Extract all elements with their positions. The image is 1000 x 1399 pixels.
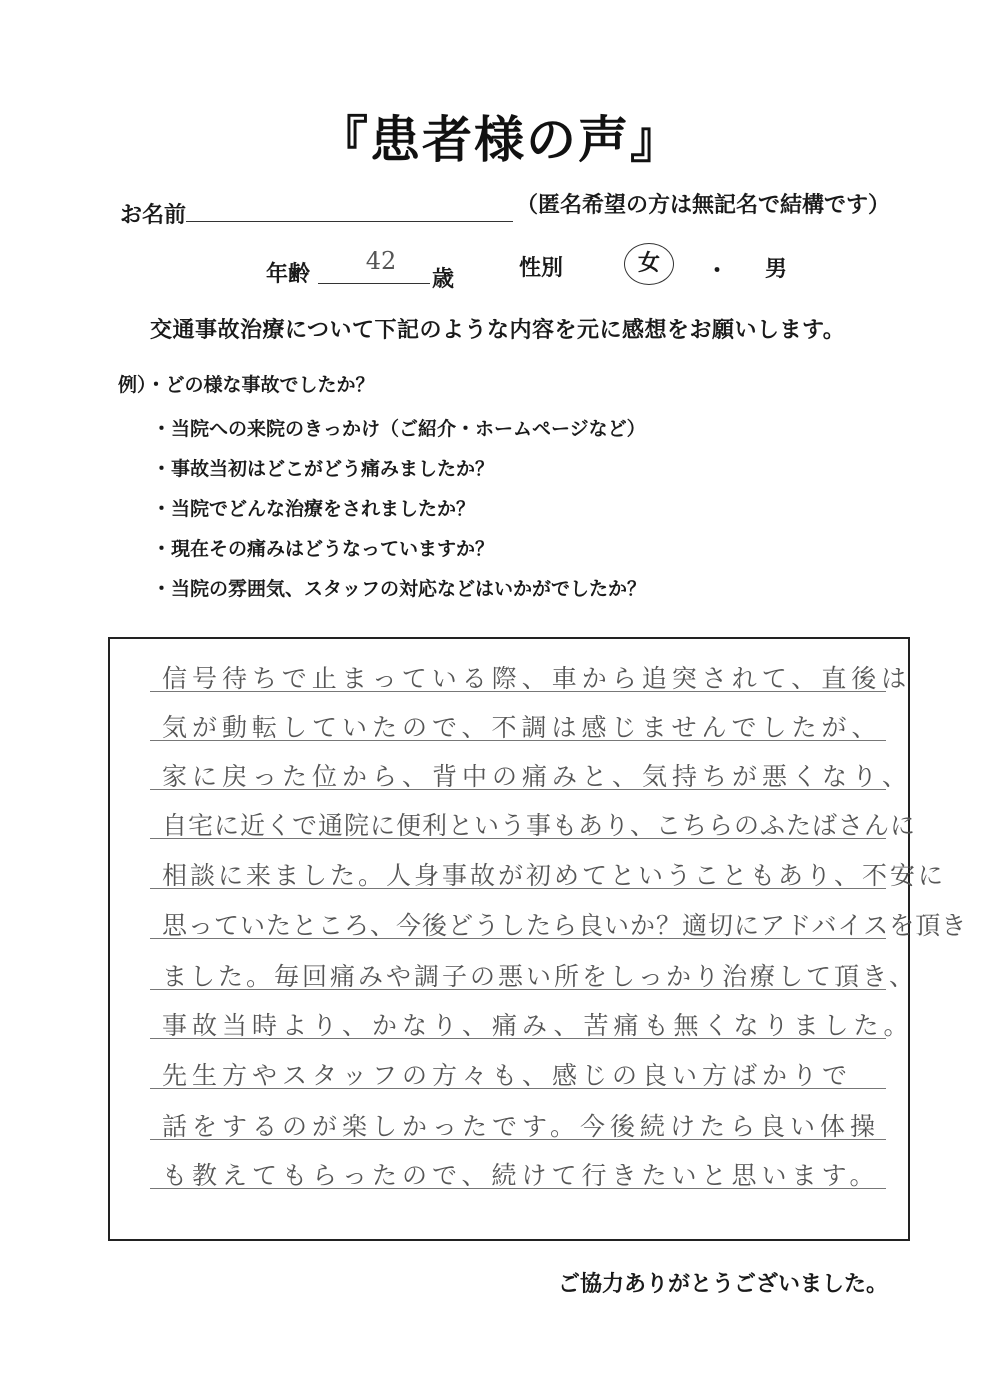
example-question: ・当院でどんな治療をされましたか？ [152,498,476,520]
gender-separator: ・ [706,259,729,284]
age-label: 年齢 [266,262,311,287]
example-question: ・事故当初はどこがどう痛みましたか？ [152,458,495,480]
gender-label: 性別 [519,256,564,281]
example-question: ・現在その痛みはどうなっていますか？ [152,538,495,560]
instruction-text: 交通事故治療について下記のような内容を元に感想をお願いします。 [150,318,846,343]
handwritten-line: 信号待ちで止まっている際、車から追突されて、直後は [162,664,912,693]
handwritten-line: 気が動転していたので、不調は感じませんでしたが、 [162,713,882,742]
page-title: 『患者様の声』 [318,111,682,169]
name-label: お名前 [120,203,187,228]
gender-female-selected: 女 [624,243,674,285]
handwritten-line: 相談に来ました。人身事故が初めてということもあり、不安に [162,861,947,890]
age-value: 42 [365,247,397,275]
handwritten-line: 思っていたところ、今後どうしたら良いか？適切にアドバイスを頂き [162,911,968,940]
example-question: 例）・どの様な事故でしたか？ [118,374,375,396]
thanks-message: ご協力ありがとうございました。 [558,1272,889,1297]
age-field [318,283,430,284]
age-unit: 歳 [432,267,455,292]
handwritten-line: も教えてもらったので、続けて行きたいと思います。 [162,1161,880,1190]
handwritten-line: 話をするのが楽しかったです。今後続けたら良い体操 [162,1112,881,1141]
name-field [186,221,513,222]
handwritten-line: 事故当時より、かなり、痛み、苦痛も無くなりました。 [162,1011,914,1040]
anonymous-note: （匿名希望の方は無記名で結構です） [516,193,891,218]
example-question: ・当院への来院のきっかけ（ご紹介・ホームページなど） [152,418,646,440]
handwritten-line: ました。毎回痛みや調子の悪い所をしっかり治療して頂き、 [162,962,918,991]
handwritten-line: 先生方やスタッフの方々も、感じの良い方ばかりで [162,1061,853,1090]
gender-male: 男 [765,257,788,282]
example-question: ・当院の雰囲気、スタッフの対応などはいかがでしたか？ [152,578,647,600]
answer-box [108,637,968,1241]
handwritten-line: 自宅に近くで通院に便利という事もあり、こちらのふたばさんに [162,811,917,840]
handwritten-line: 家に戻った位から、背中の痛みと、気持ちが悪くなり、 [162,762,913,791]
